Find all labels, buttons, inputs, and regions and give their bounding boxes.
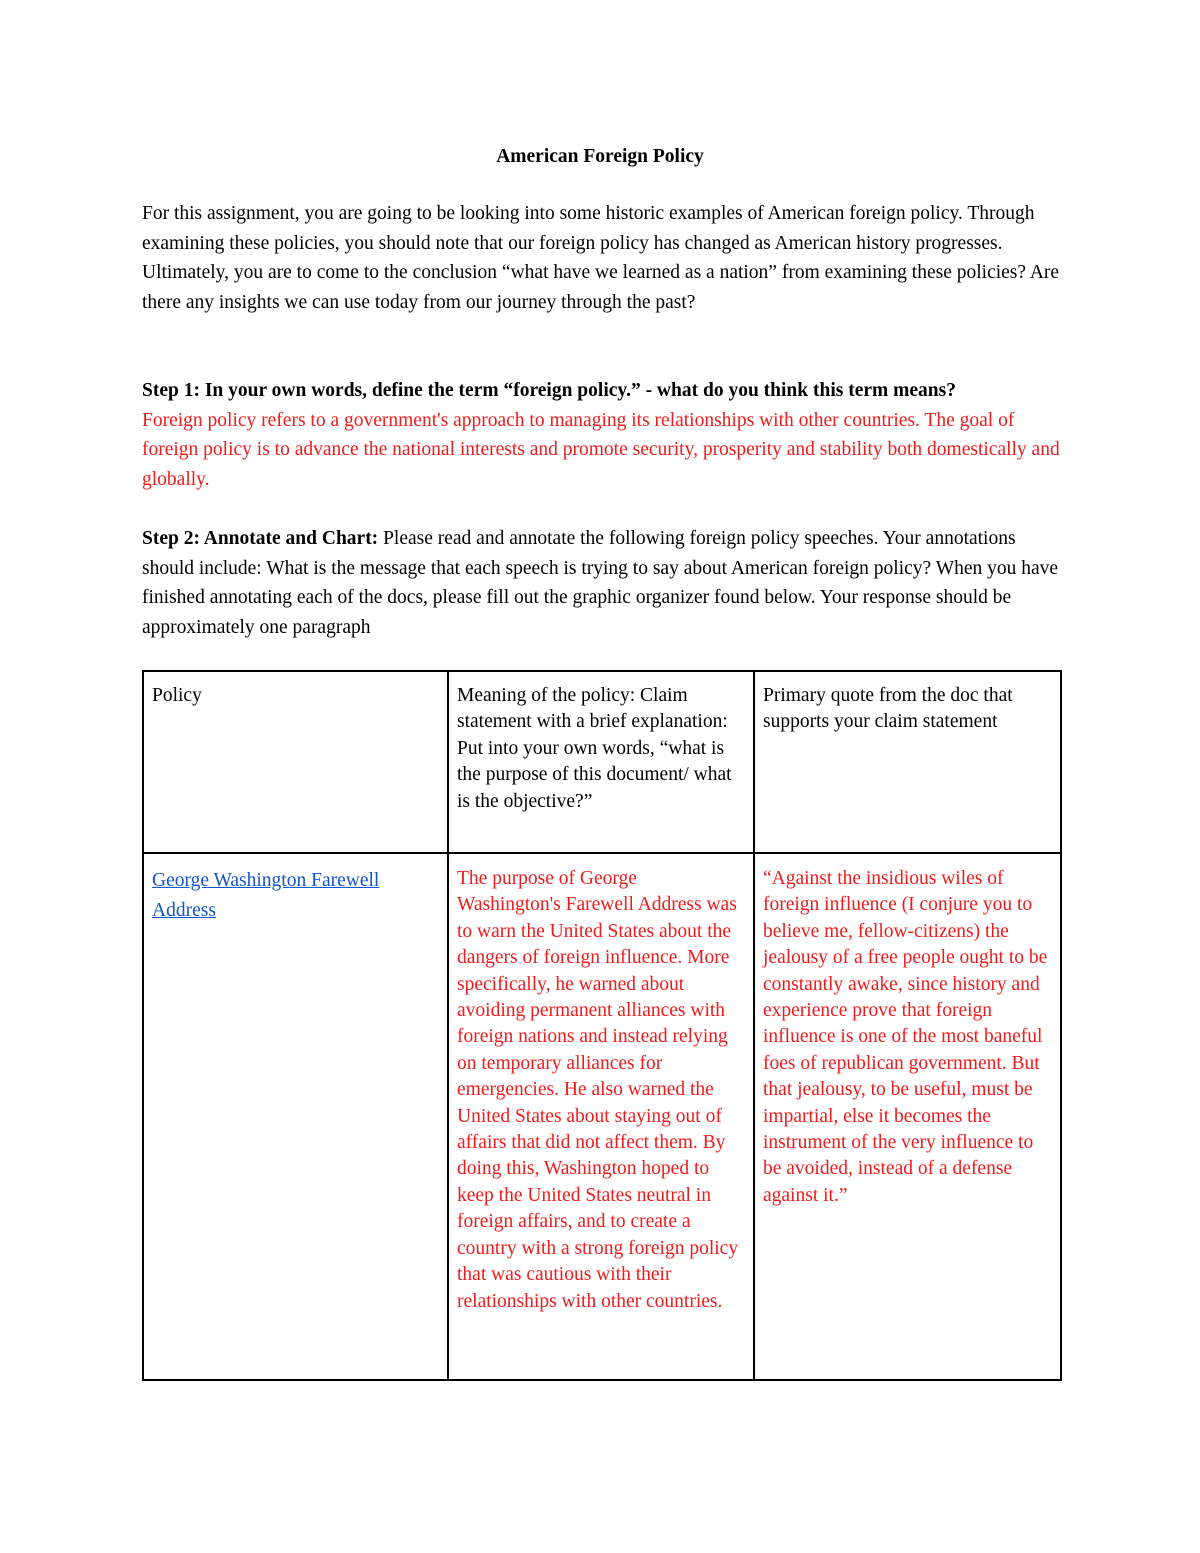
policy-cell (143, 853, 448, 1380)
step-2-instructions: Please read and annotate the following foreign policy speeches. Your annotations should include: What is the message that each speech is trying to say about American foreign policy? When you have finished annotating each of the docs, please fill out the graphic organizer found below. Your response should be approximately one paragraph (142, 528, 1059, 638)
page-title: American Foreign Policy (496, 146, 704, 167)
graphic-organizer-table (142, 670, 1062, 1381)
table-row (143, 853, 1061, 1380)
meaning-cell: The purpose of George Washington's Farewell Address was to warn the United States about the dangers of foreign influence. More specifically, he warned about avoiding permanent alliances with foreign nations and instead relying on temporary alliances for emergencies. He also warned the United States about staying out of affairs that did not affect them. By doing this, Washington hoped to keep the United States neutral in foreign affairs, and to create a country with a strong foreign policy that was cautious with their relationships with other countries. (448, 853, 754, 1380)
step-2-section (142, 524, 1067, 642)
table-header-row (143, 671, 1061, 853)
step-1-section (142, 376, 1067, 494)
step-1-prompt: Step 1: In your own words, define the term “foreign policy.” - what do you think this term means? (142, 380, 956, 401)
policy-document-link[interactable]: George Washington Farewell Address (152, 870, 380, 921)
intro-paragraph: For this assignment, you are going to be looking into some historic examples of American foreign policy. Through examining these policies, you should note that our foreign policy has changed as American history progresses. Ultimately, you are to come to the conclusion “what have we learned as a nation” from examining these policies? Are there any insights we can use today from our journey through the past? (142, 203, 1060, 313)
header-meaning: Meaning of the policy: Claim statement with a brief explanation: Put into your own words, “what is the purpose of this document/ what is the objective?” (448, 671, 754, 853)
step-2-label: Step 2: Annotate and Chart: (142, 528, 379, 549)
step-1-answer: Foreign policy refers to a government's approach to managing its relationships with other countries. The goal of foreign policy is to advance the national interests and promote security, prosperity and stability both domestically and globally. (142, 409, 1060, 490)
quote-cell: “Against the insidious wiles of foreign influence (I conjure you to believe me, fellow-citizens) the jealousy of a free people ought to be constantly awake, since history and experience prove that foreign influence is one of the most baneful foes of republican government. But that jealousy, to be useful, must be impartial, else it becomes the instrument of the very influence to be avoided, instead of a defense against it.” (754, 853, 1061, 1380)
header-quote: Primary quote from the doc that supports your claim statement (754, 671, 1061, 853)
header-policy: Policy (143, 671, 448, 853)
